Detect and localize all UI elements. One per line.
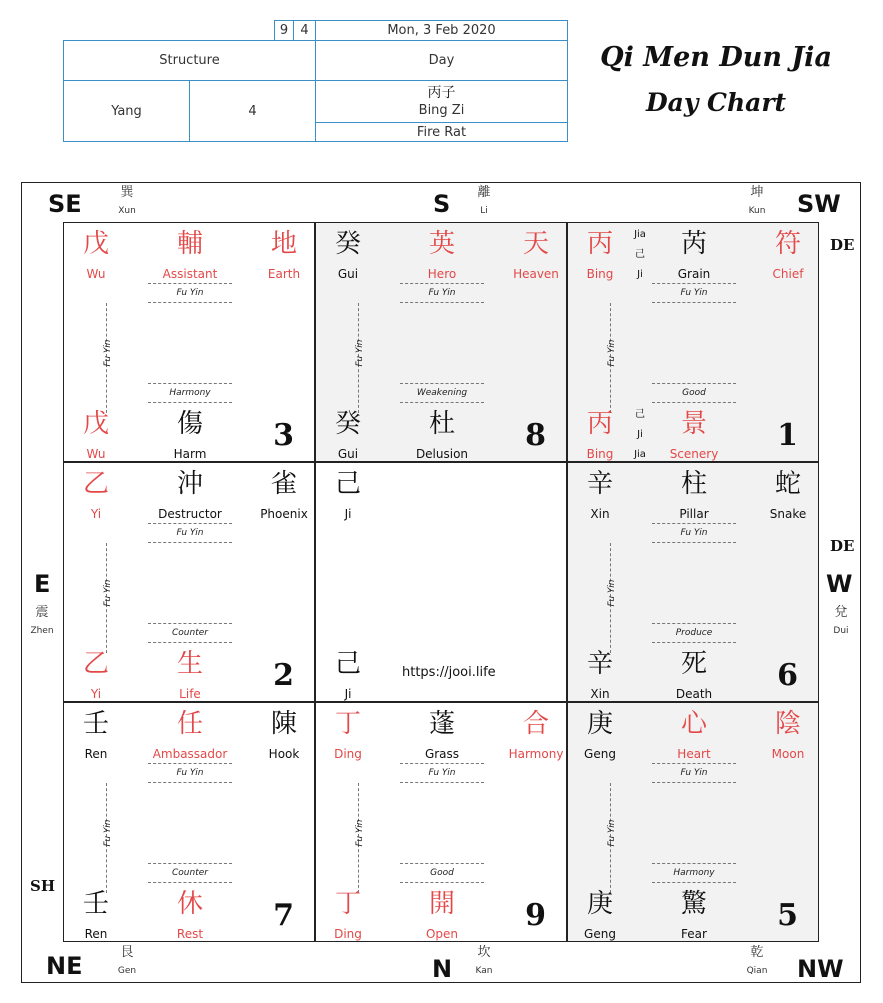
palace-grid [63, 222, 820, 943]
bottom-tag: Good [400, 863, 484, 883]
top-tag: Fu Yin [652, 763, 736, 783]
star-label: Assistant [162, 267, 218, 281]
palace-7[interactable] [63, 702, 315, 942]
day-pillar-pinyin: Bing Zi [418, 102, 465, 118]
trigram-qian-name: Qian [746, 966, 768, 976]
palace-3[interactable] [63, 222, 315, 462]
heaven-stem-label: Ji [344, 507, 352, 521]
star: 沖 [176, 469, 203, 499]
marker-sh: SH [30, 877, 56, 895]
top-tag: Fu Yin [148, 523, 232, 543]
heaven-stem-label: Bing [586, 267, 614, 281]
palace-number: 5 [777, 898, 798, 933]
top-tag: Fu Yin [148, 763, 232, 783]
door-label: Open [425, 927, 459, 941]
deity: 陳 [270, 709, 297, 739]
palace-number: 8 [525, 418, 546, 453]
bottom-tag: Produce [652, 623, 736, 643]
trigram-dui [824, 606, 858, 638]
side-tag: Fu Yin [355, 339, 365, 367]
top-tag: Fu Yin [400, 763, 484, 783]
palace-number: 9 [525, 898, 546, 933]
trigram-dui-char: 兌 [834, 605, 848, 620]
star: 英 [428, 229, 455, 259]
palace-6[interactable] [567, 462, 819, 702]
top-tag: Fu Yin [400, 283, 484, 303]
deity-label: Chief [772, 267, 804, 281]
chart-subtitle: Day Chart [645, 88, 787, 117]
deity: 天 [522, 229, 549, 259]
earth-stem: 丙 [586, 409, 613, 439]
deity: 陰 [774, 709, 801, 739]
door: 休 [176, 889, 203, 919]
trigram-qian-char: 乾 [750, 945, 764, 960]
deity-label: Snake [769, 507, 807, 521]
door-label: Scenery [669, 447, 719, 461]
jia-marker-top: Jia [634, 229, 646, 240]
side-tag: Fu Yin [355, 819, 365, 847]
ji-label-bottom: Ji [637, 429, 643, 440]
earth-stem-label: Gui [337, 447, 359, 461]
heaven-stem: 乙 [82, 469, 109, 499]
trigram-qian [740, 946, 774, 978]
trigram-gen [110, 946, 144, 978]
trigram-gen-char: 艮 [120, 945, 134, 960]
palace-number: 7 [273, 898, 294, 933]
header-day-name: Fire Rat [315, 122, 568, 142]
trigram-kun-name: Kun [748, 206, 766, 216]
deity-label: Heaven [513, 267, 559, 281]
chart-title: Qi Men Dun Jia [600, 42, 832, 73]
deity-label: Phoenix [260, 507, 308, 521]
header-four: 4 [189, 80, 316, 142]
trigram-zhen [25, 606, 59, 638]
heaven-stem: 壬 [82, 709, 109, 739]
palace-number: 3 [273, 418, 294, 453]
palace-5[interactable] [567, 702, 819, 942]
heaven-stem-label: Yi [90, 507, 102, 521]
header-num-a: 9 [274, 20, 294, 41]
star-label: Pillar [679, 507, 709, 521]
trigram-gen-name: Gen [117, 966, 137, 976]
bottom-tag: Harmony [652, 863, 736, 883]
deity: 雀 [270, 469, 297, 499]
trigram-li [467, 186, 501, 218]
ji-stem-bottom: 己 [635, 409, 645, 420]
deity-label: Harmony [508, 747, 564, 761]
trigram-li-name: Li [480, 206, 488, 216]
earth-stem-label: Ding [334, 927, 362, 941]
dir-s: S [433, 190, 451, 218]
star: 心 [680, 709, 707, 739]
day-pillar-chars: 丙子 [427, 84, 456, 101]
side-tag: Fu Yin [607, 819, 617, 847]
heaven-stem: 丙 [586, 229, 613, 259]
dir-e: E [34, 570, 51, 598]
star: 輔 [176, 229, 203, 259]
jia-marker-bottom: Jia [634, 449, 646, 460]
marker-de-right: DE [830, 537, 855, 555]
earth-stem: 丁 [334, 889, 361, 919]
dir-se: SE [48, 190, 82, 218]
heaven-stem-label: Ding [334, 747, 362, 761]
header-yang: Yang [63, 80, 190, 142]
palace-center[interactable] [315, 462, 567, 702]
earth-stem-label: Ren [84, 927, 108, 941]
star-label: Destructor [158, 507, 222, 521]
door-label: Delusion [415, 447, 469, 461]
dir-nw: NW [797, 955, 844, 983]
earth-stem-label: Wu [86, 447, 106, 461]
deity: 符 [774, 229, 801, 259]
palace-2[interactable] [63, 462, 315, 702]
trigram-zhen-char: 震 [35, 605, 49, 620]
side-tag: Fu Yin [103, 819, 113, 847]
heaven-stem: 癸 [334, 229, 361, 259]
earth-stem: 戊 [82, 409, 109, 439]
star: 芮 [680, 229, 707, 259]
star-label: Hero [427, 267, 457, 281]
star-label: Ambassador [152, 747, 228, 761]
dir-ne: NE [46, 952, 83, 980]
deity-label: Hook [268, 747, 300, 761]
star: 柱 [680, 469, 707, 499]
heaven-stem: 庚 [586, 709, 613, 739]
heaven-stem-label: Ren [84, 747, 108, 761]
door-label: Death [675, 687, 713, 701]
earth-stem-label: Xin [590, 687, 610, 701]
header-day-pillar [315, 80, 568, 123]
bottom-tag: Harmony [148, 383, 232, 403]
earth-stem: 庚 [586, 889, 613, 919]
side-tag: Fu Yin [103, 339, 113, 367]
earth-stem-label: Ji [344, 687, 352, 701]
bottom-tag: Counter [148, 623, 232, 643]
earth-stem: 辛 [586, 649, 613, 679]
dir-n: N [432, 955, 453, 983]
top-tag: Fu Yin [652, 523, 736, 543]
heaven-stem-label: Xin [590, 507, 610, 521]
side-tag: Fu Yin [103, 579, 113, 607]
heaven-stem: 戊 [82, 229, 109, 259]
deity: 蛇 [774, 469, 801, 499]
heaven-stem: 己 [334, 469, 361, 499]
trigram-dui-name: Dui [833, 626, 849, 636]
star: 任 [176, 709, 203, 739]
bottom-tag: Counter [148, 863, 232, 883]
ji-label-top: Ji [637, 269, 643, 280]
side-tag: Fu Yin [607, 339, 617, 367]
site-url[interactable]: https://jooi.life [402, 665, 496, 680]
door-label: Life [179, 687, 201, 701]
earth-stem: 乙 [82, 649, 109, 679]
earth-stem: 己 [334, 649, 361, 679]
trigram-kun-char: 坤 [750, 185, 764, 200]
deity: 合 [522, 709, 549, 739]
deity: 地 [270, 229, 297, 259]
trigram-kan-name: Kan [475, 966, 493, 976]
door: 傷 [176, 409, 203, 439]
heaven-stem-label: Gui [337, 267, 359, 281]
trigram-kun [740, 186, 774, 218]
palace-number: 2 [273, 658, 294, 693]
side-tag: Fu Yin [607, 579, 617, 607]
top-tag: Fu Yin [652, 283, 736, 303]
ji-stem-top: 己 [635, 249, 645, 260]
trigram-li-char: 離 [477, 185, 491, 200]
earth-stem: 癸 [334, 409, 361, 439]
heaven-stem: 丁 [334, 709, 361, 739]
deity-label: Moon [771, 747, 805, 761]
marker-de-top: DE [830, 236, 855, 254]
star: 蓬 [428, 709, 455, 739]
star-label: Grass [424, 747, 460, 761]
bottom-tag: Weakening [400, 383, 484, 403]
door: 景 [680, 409, 707, 439]
header-num-b: 4 [293, 20, 316, 41]
earth-stem-label: Bing [586, 447, 614, 461]
door-label: Fear [681, 927, 707, 941]
trigram-kan-char: 坎 [477, 945, 491, 960]
header-day: Day [315, 40, 568, 81]
door: 驚 [680, 889, 707, 919]
header-date: Mon, 3 Feb 2020 [315, 20, 568, 41]
door-label: Rest [176, 927, 204, 941]
palace-8[interactable] [315, 222, 567, 462]
trigram-zhen-name: Zhen [30, 626, 54, 636]
palace-number: 1 [777, 418, 798, 453]
door: 生 [176, 649, 203, 679]
top-tag: Fu Yin [148, 283, 232, 303]
door: 開 [428, 889, 455, 919]
trigram-xun-name: Xun [118, 206, 136, 216]
dir-w: W [826, 570, 853, 598]
door: 死 [680, 649, 707, 679]
trigram-kan [467, 946, 501, 978]
earth-stem: 壬 [82, 889, 109, 919]
bottom-tag: Good [652, 383, 736, 403]
heaven-stem-label: Geng [584, 747, 616, 761]
earth-stem-label: Yi [90, 687, 102, 701]
palace-1[interactable] [567, 222, 819, 462]
star-label: Heart [677, 747, 711, 761]
dir-sw: SW [797, 190, 841, 218]
earth-stem-label: Geng [584, 927, 616, 941]
trigram-xun [110, 186, 144, 218]
door-label: Harm [173, 447, 207, 461]
heaven-stem: 辛 [586, 469, 613, 499]
star-label: Grain [677, 267, 711, 281]
palace-number: 6 [777, 658, 798, 693]
trigram-xun-char: 巽 [120, 185, 134, 200]
header-structure: Structure [63, 40, 316, 81]
door: 杜 [428, 409, 455, 439]
palace-9[interactable] [315, 702, 567, 942]
deity-label: Earth [267, 267, 301, 281]
heaven-stem-label: Wu [86, 267, 106, 281]
